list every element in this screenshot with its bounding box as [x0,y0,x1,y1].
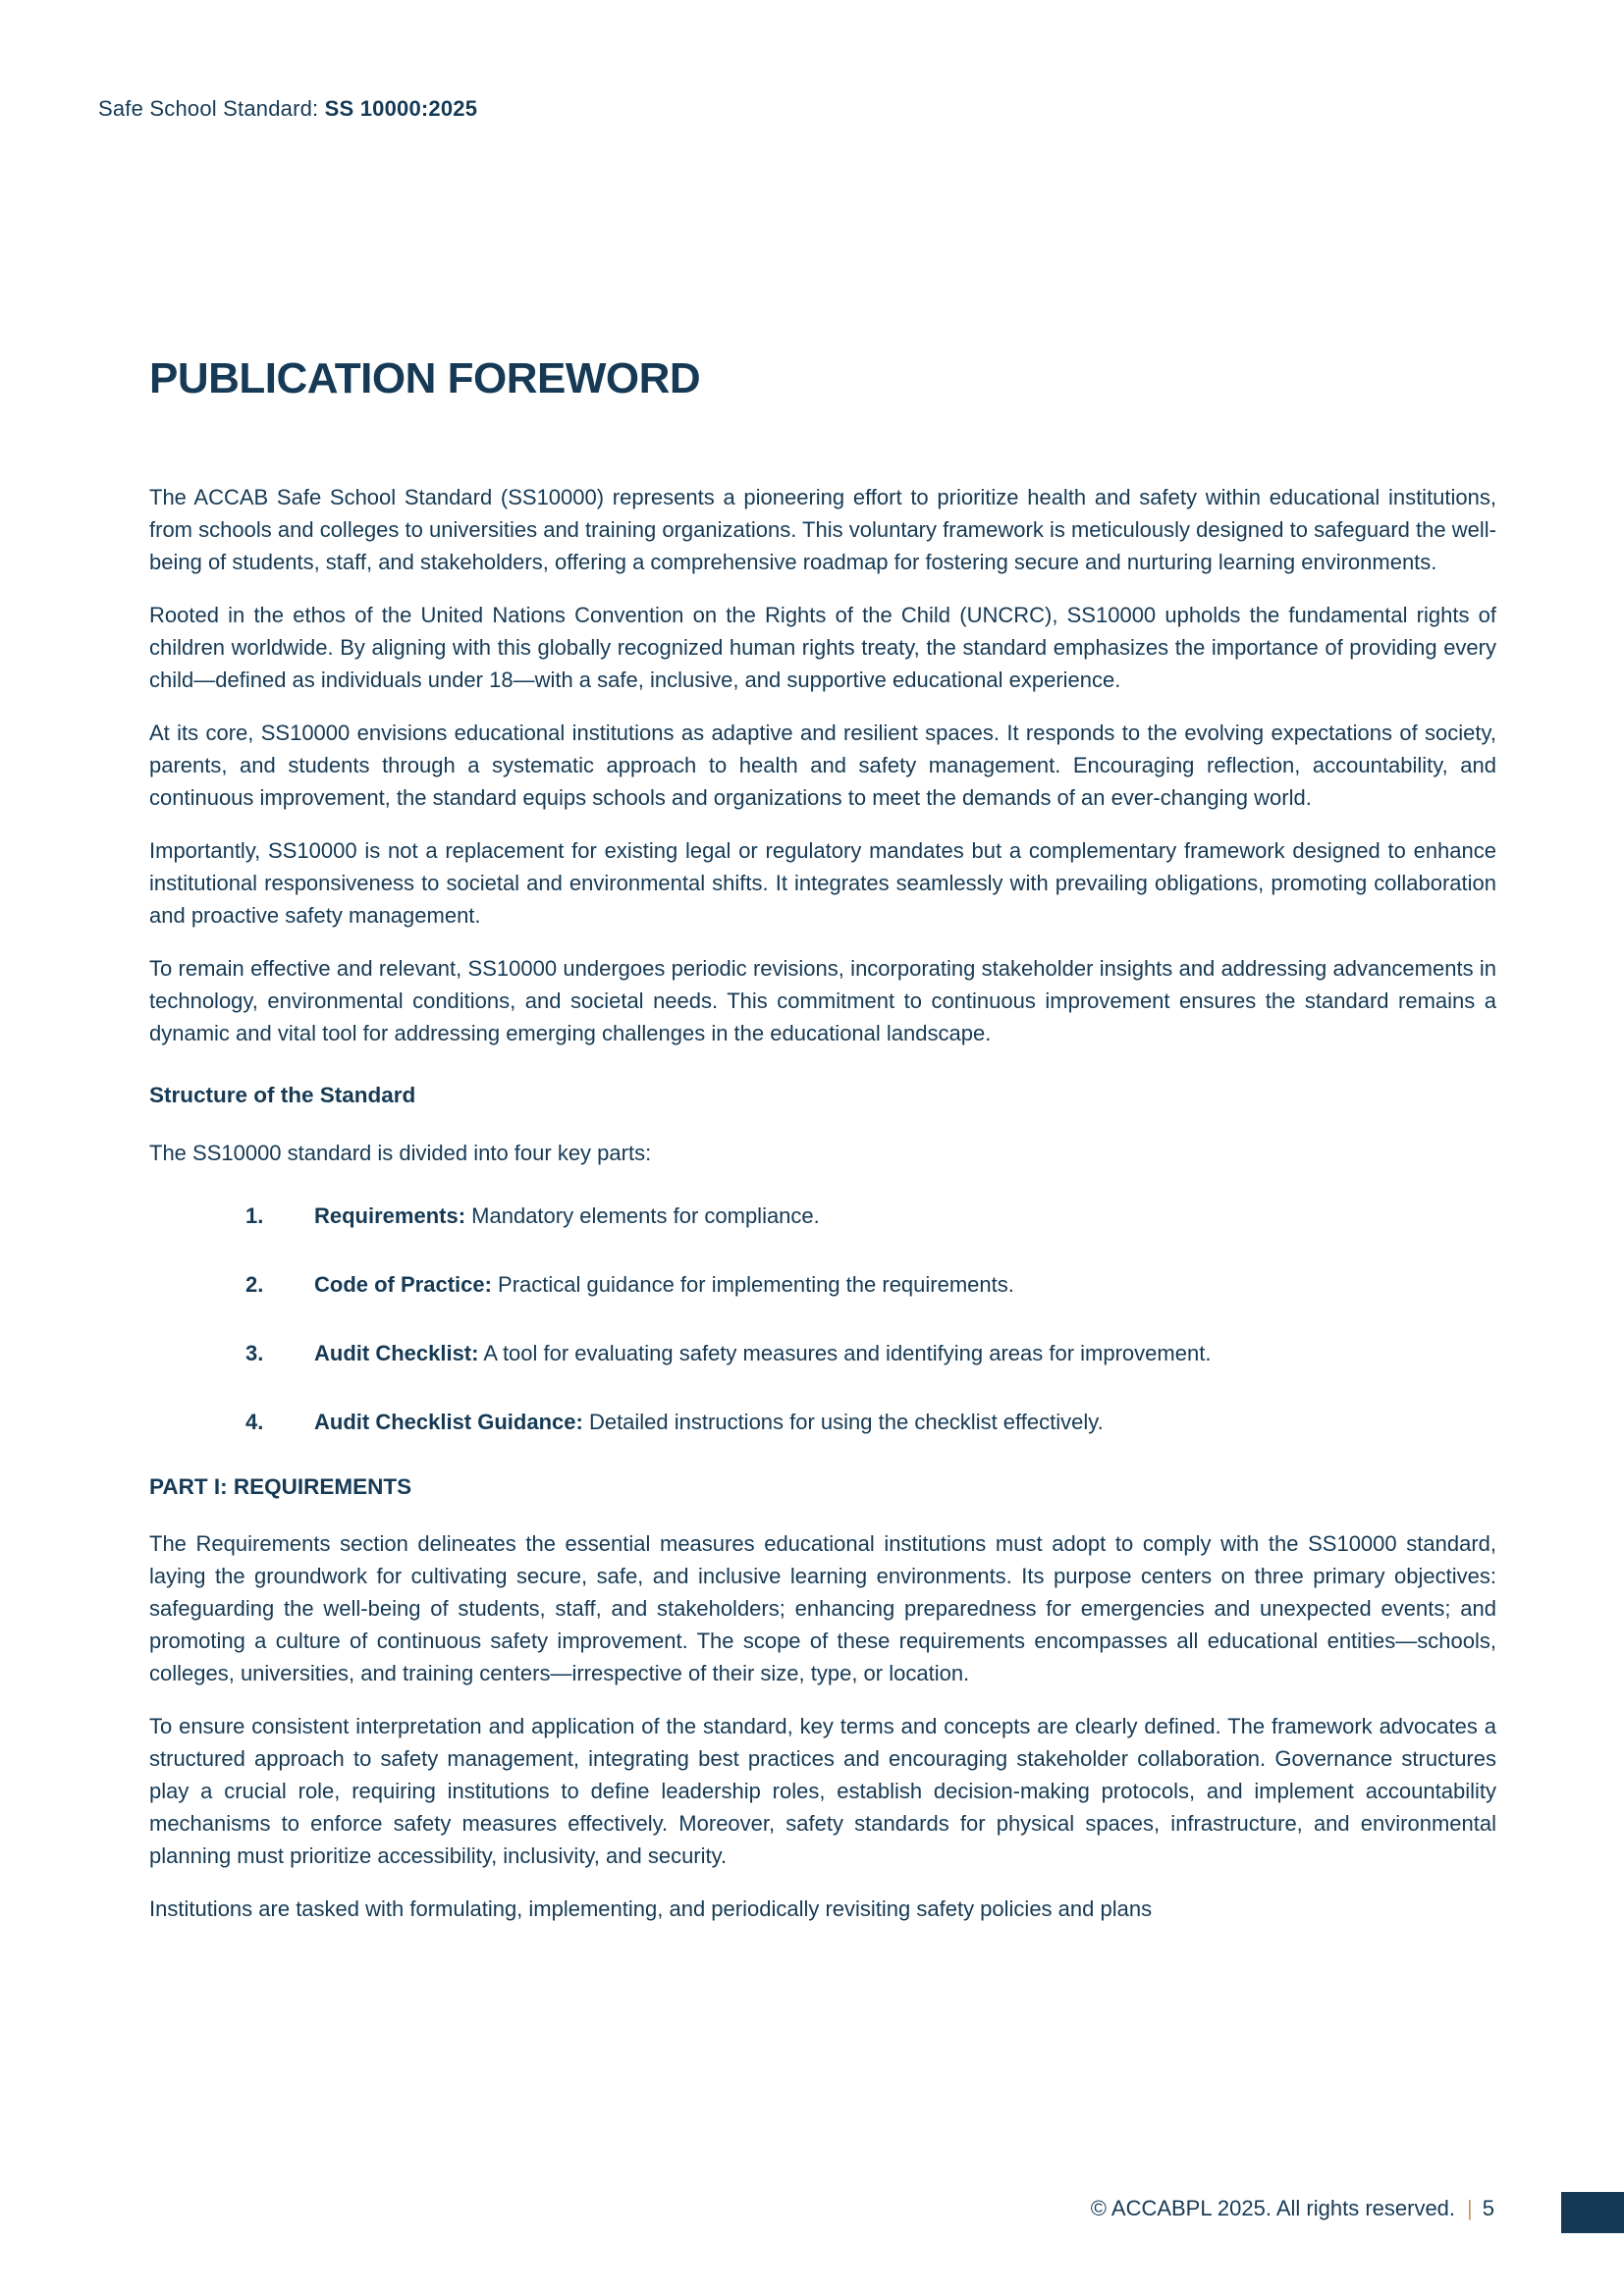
part1-paragraph-2: To ensure consistent interpretation and application of the standard, key terms and concepts are clearly defined. The framework advocates a structured approach to safety management, integrating best practices and encouraging stakeholder collaboration. Governance structures play a crucial role, requiring institutions to define leadership roles, establish decision-making protocols, and implement accountability mechanisms to enforce safety measures effectively. Moreover, safety standards for physical spaces, infrastructure, and environmental planning must prioritize accessibility, inclusivity, and security. [149,1714,1496,1868]
list-item-description: Detailed instructions for using the checklist effectively. [582,1410,1104,1434]
list-item-number: 4. [245,1410,264,1434]
list-item-text [314,1406,1104,1438]
standard-code: SS 10000:2025 [324,96,478,121]
list-item [149,1337,1496,1369]
standard-name-label: Safe School Standard: [98,96,325,121]
list-item-label: Audit Checklist: [314,1341,479,1365]
list-item [149,1200,1496,1232]
footer-separator: | [1467,2196,1473,2220]
footer-page-number: 5 [1482,2196,1494,2220]
list-item-number: 1. [245,1203,264,1228]
foreword-paragraph-3: At its core, SS10000 envisions educational institutions as adaptive and resilient spaces. It responds to the evolving expectations of society, parents, and students through a systematic approach to health and safety management. Encouraging reflection, accountability, and continuous improvement, the standard equips schools and organizations to meet the demands of an ever-changing world. [149,721,1496,810]
list-item-label: Code of Practice: [314,1272,492,1297]
list-item [149,1406,1496,1438]
part1-paragraph-1: The Requirements section delineates the essential measures educational institutions must adopt to comply with the SS10000 standard, laying the groundwork for cultivating secure, safe, and inclusive learning environments. Its purpose centers on three primary objectives: safeguarding the well-being of students, staff, and stakeholders; enhancing preparedness for emergencies and unexpected events; and promoting a culture of continuous safety improvement. The scope of these requirements encompasses all educational entities—schools, colleges, universities, and training centers—irrespective of their size, type, or location. [149,1531,1496,1685]
footer-copyright: © ACCABPL 2025. All rights reserved. [1090,2196,1456,2220]
list-item-label: Audit Checklist Guidance: [314,1410,583,1434]
foreword-paragraph-2: Rooted in the ethos of the United Nations Convention on the Rights of the Child (UNCRC), SS10000 upholds the fundamental rights of children worldwide. By aligning with this globally recognized human rights treaty, the standard emphasizes the importance of providing every child—defined as individuals under 18—with a safe, inclusive, and supportive educational experience. [149,603,1496,692]
list-item-description: Mandatory elements for compliance. [465,1203,820,1228]
list-item-number: 3. [245,1341,264,1365]
list-item-text [314,1337,1211,1369]
page-edge-tab [1561,2192,1624,2233]
list-item-description: A tool for evaluating safety measures and identifying areas for improvement. [478,1341,1212,1365]
foreword-paragraph-5: To remain effective and relevant, SS10000 undergoes periodic revisions, incorporating stakeholder insights and addressing advancements in technology, environmental conditions, and societal needs. This commitment to continuous improvement ensures the standard remains a dynamic and vital tool for addressing emerging challenges in the educational landscape. [149,956,1496,1045]
page-footer [1091,2196,1494,2221]
structure-heading: Structure of the Standard [149,1083,416,1107]
list-item-description: Practical guidance for implementing the requirements. [491,1272,1014,1297]
structure-intro: The SS10000 standard is divided into four key parts: [149,1141,652,1165]
list-item-label: Requirements: [314,1203,466,1228]
page-title: PUBLICATION FOREWORD [149,354,701,402]
foreword-paragraph-1: The ACCAB Safe School Standard (SS10000) represents a pioneering effort to prioritize health and safety within educational institutions, from schools and colleges to universities and training organizations. This voluntary framework is meticulously designed to safeguard the well-being of students, staff, and stakeholders, offering a comprehensive roadmap for fostering secure and nurturing learning environments. [149,485,1496,574]
foreword-paragraph-4: Importantly, SS10000 is not a replacement for existing legal or regulatory mandates but a complementary framework designed to enhance institutional responsiveness to societal and environmental shifts. It integrates seamlessly with prevailing obligations, promoting collaboration and proactive safety management. [149,838,1496,928]
list-item [149,1268,1496,1301]
list-item-text [314,1268,1014,1301]
key-parts-list [149,1200,1496,1438]
part1-heading: PART I: REQUIREMENTS [149,1474,412,1499]
part1-paragraph-3: Institutions are tasked with formulating, implementing, and periodically revisiting safety policies and plans [149,1896,1153,1921]
list-item-number: 2. [245,1272,264,1297]
list-item-text [314,1200,820,1232]
page-content [149,0,1496,1946]
